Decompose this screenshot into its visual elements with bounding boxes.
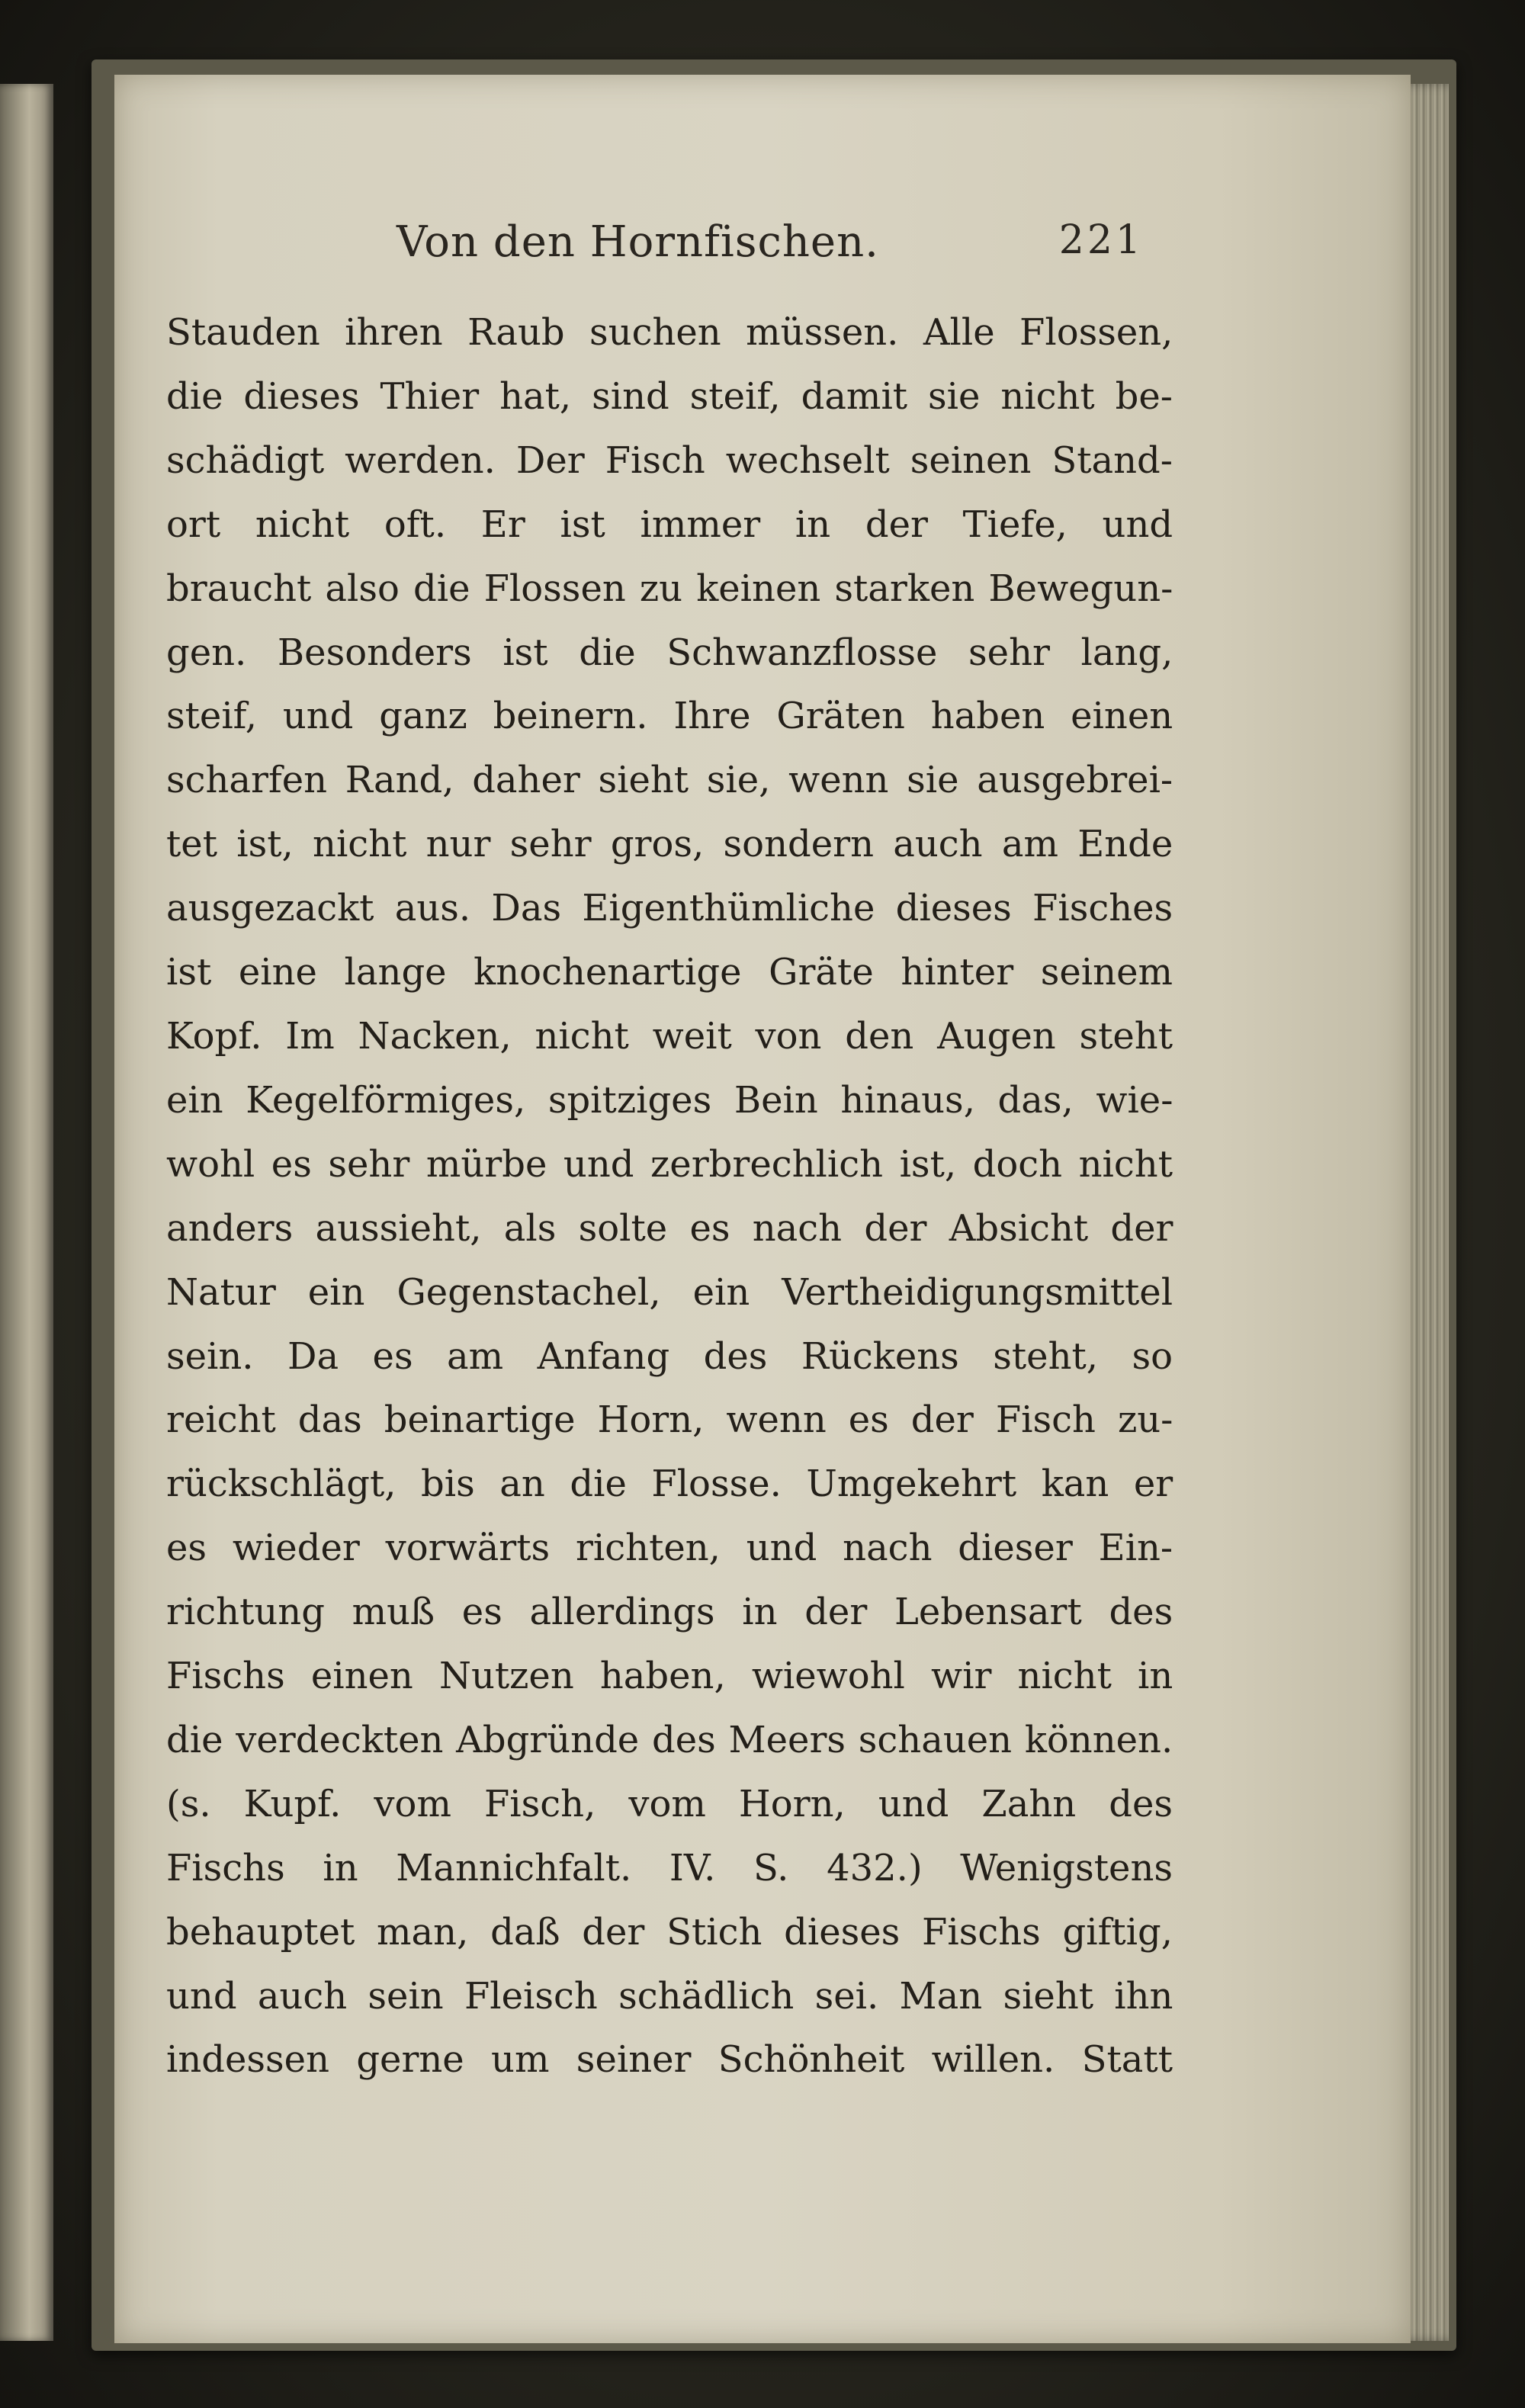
text-line: ort nicht oft. Er ist immer in der Tiefe, und xyxy=(166,502,1173,546)
text-line: schädigt werden. Der Fisch wechselt seinen Stand- xyxy=(166,438,1173,482)
text-line: Fischs in Mannichfalt. IV. S. 432.) Wenigstens xyxy=(166,1846,1173,1889)
text-line: anders aussieht, als solte es nach der Absicht der xyxy=(166,1206,1173,1250)
text-line: wohl es sehr mürbe und zerbrechlich ist, doch nicht xyxy=(166,1142,1173,1186)
text-line: steif, und ganz beinern. Ihre Gräten haben einen xyxy=(166,695,1173,738)
body-text xyxy=(166,301,1173,2092)
text-line: die verdeckten Abgründe des Meers schauen können. xyxy=(166,1718,1173,1761)
text-line: braucht also die Flossen zu keinen starken Bewegun- xyxy=(166,567,1173,610)
text-line: richtung muß es allerdings in der Lebensart des xyxy=(166,1591,1173,1634)
text-line: Stauden ihren Raub suchen müssen. Alle Flossen, xyxy=(166,311,1173,354)
text-line: ein Kegelförmiges, spitziges Bein hinaus, das, wie- xyxy=(166,1078,1173,1122)
text-line: rückschlägt, bis an die Flosse. Umgekehrt kan er xyxy=(166,1462,1173,1506)
text-line: ausgezackt aus. Das Eigenthümliche dieses Fisches xyxy=(166,887,1173,930)
text-line: scharfen Rand, daher sieht sie, wenn sie ausgebrei- xyxy=(166,759,1173,802)
text-line: ist eine lange knochenartige Gräte hinter seinem xyxy=(166,951,1173,994)
text-line: Kopf. Im Nacken, nicht weit von den Augen steht xyxy=(166,1014,1173,1058)
running-title: Von den Hornfischen. xyxy=(396,217,879,267)
text-line: die dieses Thier hat, sind steif, damit sie nicht be- xyxy=(166,374,1173,418)
text-line: tet ist, nicht nur sehr gros, sondern auch am Ende xyxy=(166,823,1173,866)
text-line: und auch sein Fleisch schädlich sei. Man sieht ihn xyxy=(166,1974,1173,2018)
page-number: 221 xyxy=(1058,217,1144,263)
page-header xyxy=(396,217,1144,278)
text-line: Natur ein Gegenstachel, ein Vertheidigungsmittel xyxy=(166,1270,1173,1314)
text-line: gen. Besonders ist die Schwanzflosse sehr lang, xyxy=(166,631,1173,674)
text-line: Fischs einen Nutzen haben, wiewohl wir nicht in xyxy=(166,1655,1173,1698)
text-line: sein. Da es am Anfang des Rückens steht, so xyxy=(166,1334,1173,1378)
text-line: reicht das beinartige Horn, wenn es der Fisch zu- xyxy=(166,1398,1173,1442)
facing-page-edge xyxy=(0,84,53,2341)
text-line: behauptet man, daß der Stich dieses Fischs giftig, xyxy=(166,1910,1173,1954)
text-line: es wieder vorwärts richten, und nach dieser Ein- xyxy=(166,1527,1173,1570)
text-line: (s. Kupf. vom Fisch, vom Horn, und Zahn des xyxy=(166,1782,1173,1825)
text-line: indessen gerne um seiner Schönheit willen. Statt xyxy=(166,2038,1173,2082)
